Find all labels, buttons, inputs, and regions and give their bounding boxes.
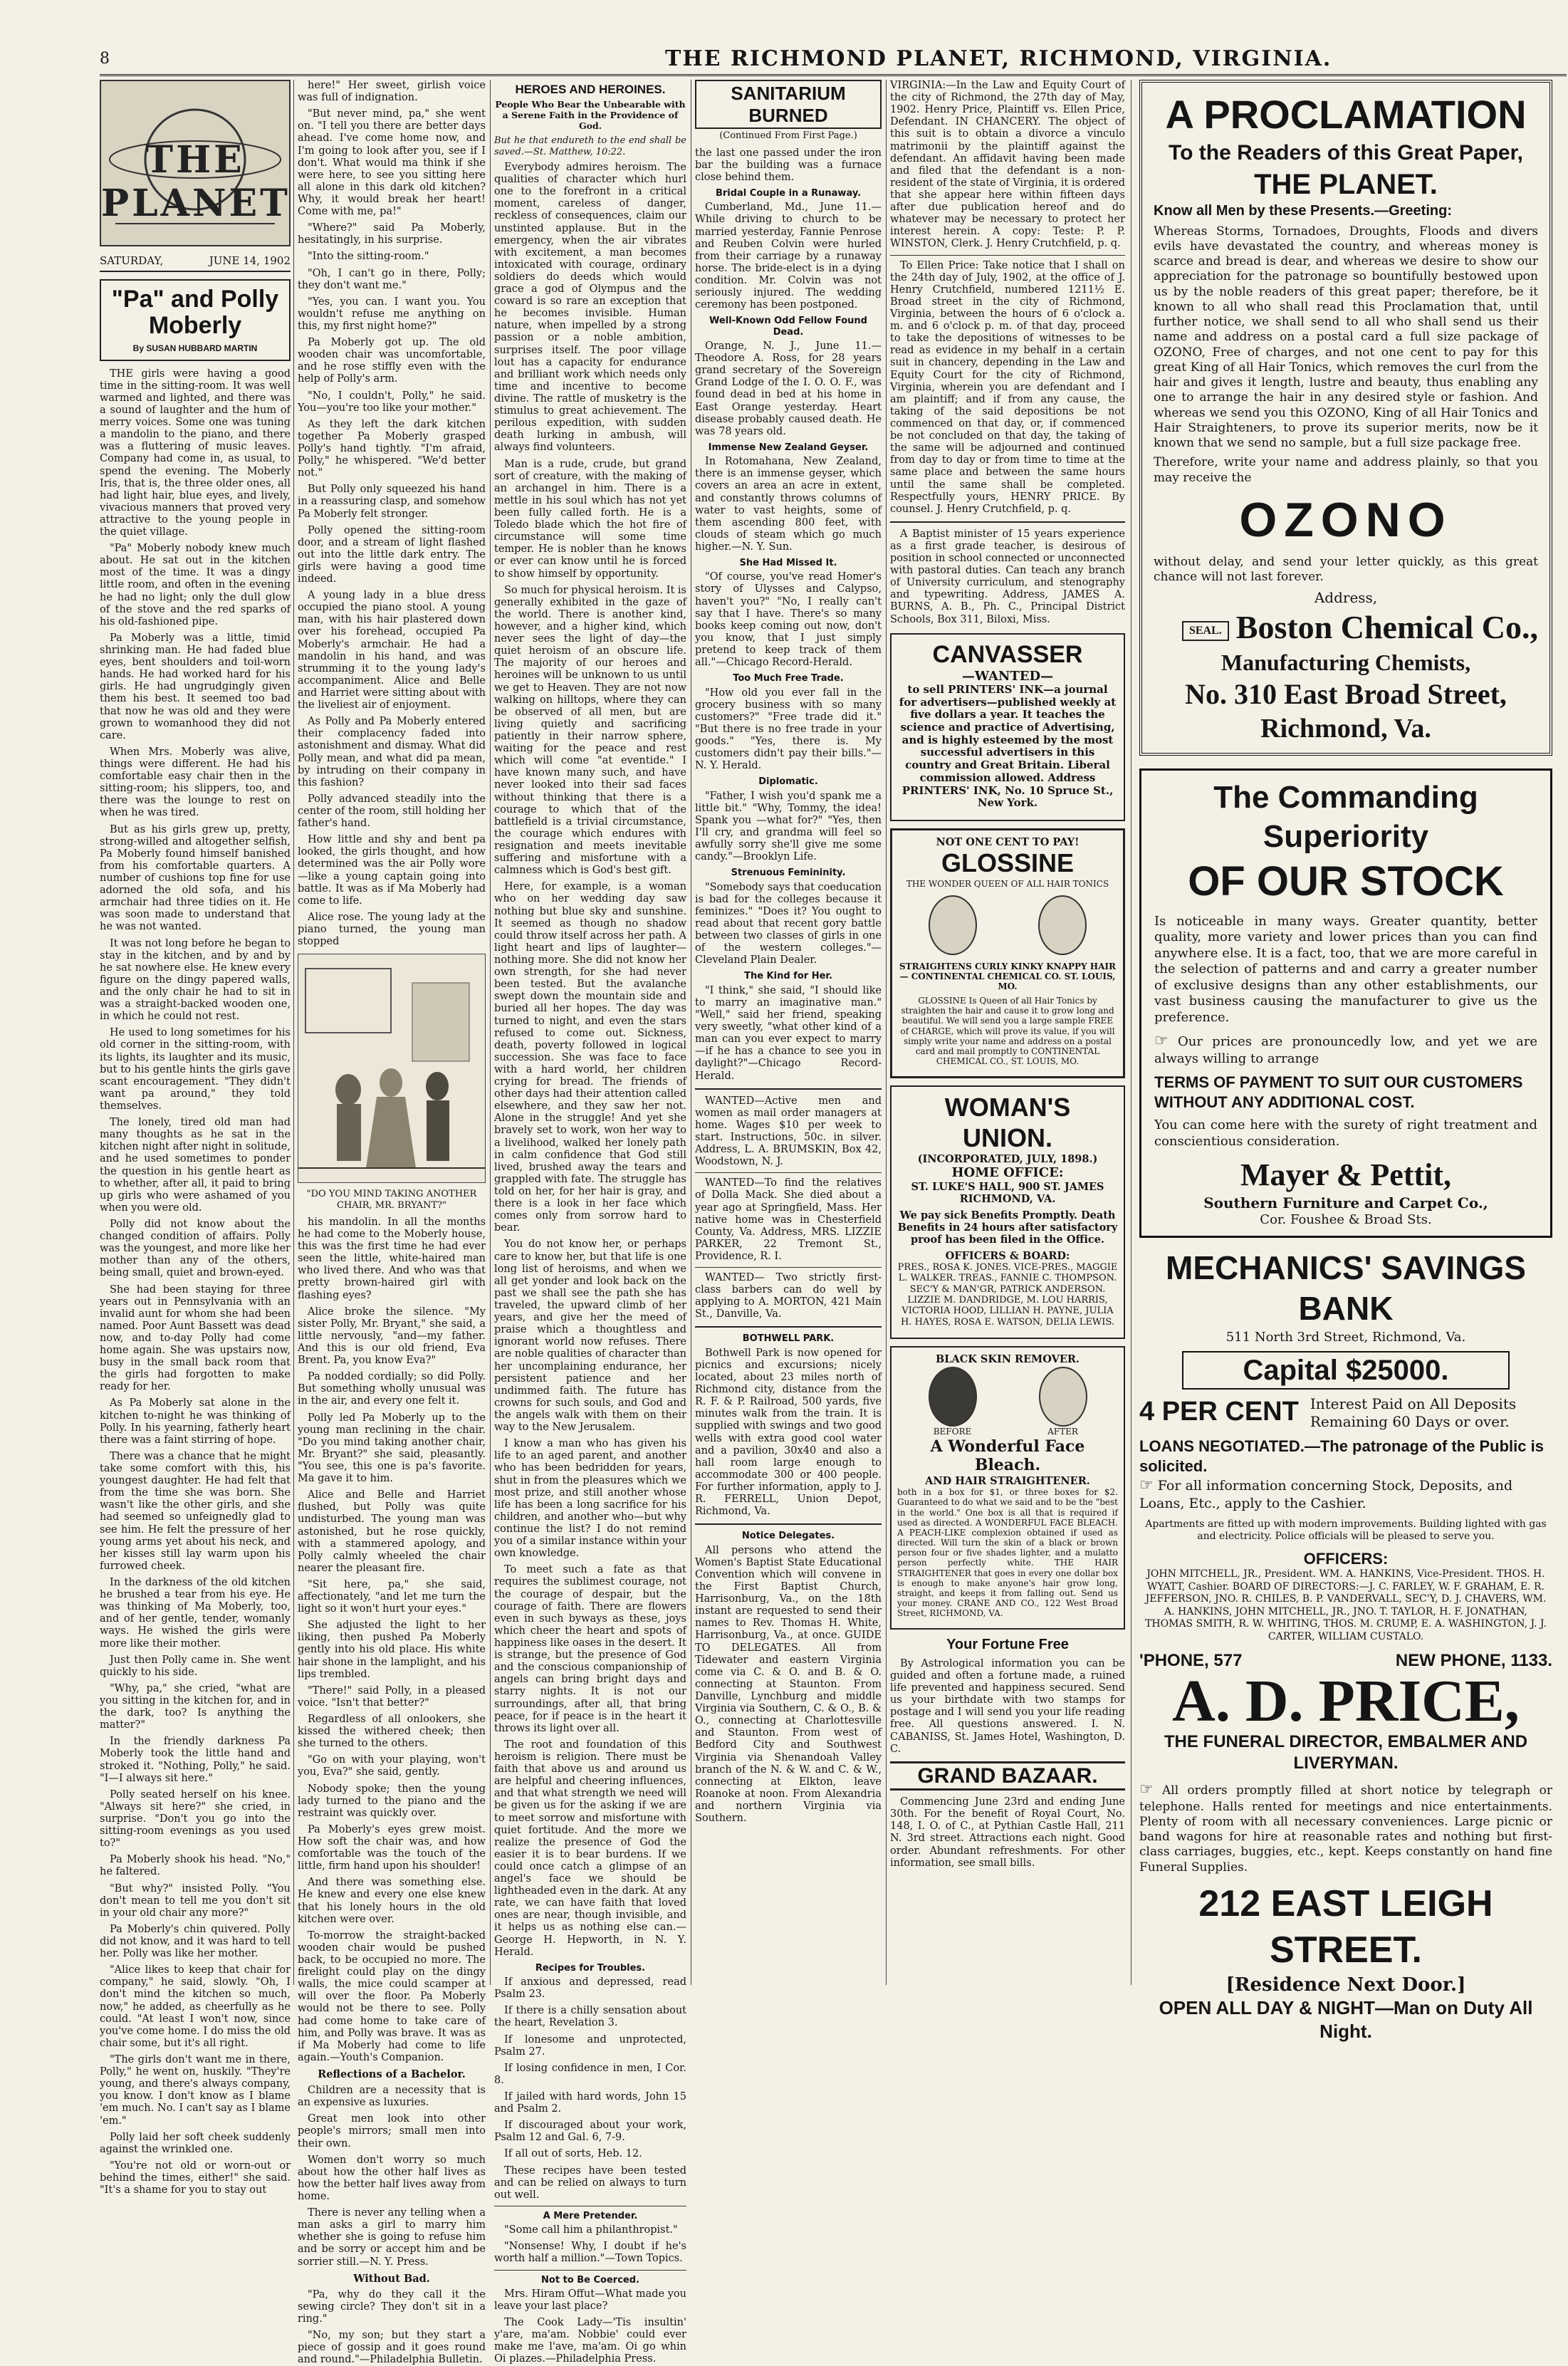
price-funeral: THE FUNERAL DIRECTOR, EMBALMER AND LIVERYMAN. <box>1164 1732 1528 1773</box>
date-day: SATURDAY, <box>100 254 164 267</box>
canvasser-ad <box>890 633 1125 821</box>
paragraph: So much for physical heroism. It is generally exhibited in the gaze of the world. There is another kind, however, and a higher kind, which never sees the light of day—the quiet heroism of an obscure life. The majority of our heroes and heroines will be unknown to us until we get to Heaven. They are not now walking on hilltops, where they can be observed of all men, but are living quietly and sacrificing patiently in their narrow sphere, waiting for the peace and rest which will come "at eventide." I have known many such, and have never looked into their sad faces without thinking that there is a courage to which that of the battlefield is a trivial circumstance, the courage which endures with resignation and meets inevitable suffering and misfortune with a calmness which is God's best gift. <box>494 584 686 877</box>
brief-text: In Rotomahana, New Zealand, there is an immense geyser, which covers an area an acre in extent, and constantly throws columns of water to vast heights, some of them ascending 800 feet, with clouds of steam which go much higher.—N. Y. Sun. <box>695 456 882 553</box>
paragraph: "There!" said Polly, in a pleased voice. "Isn't that better?" <box>298 1684 486 1709</box>
bleach-sub: AND HAIR STRAIGHTENER. <box>925 1475 1090 1488</box>
brief-heading: Strenuous Femininity. <box>731 867 846 879</box>
price-phone-new: NEW PHONE, 1133. <box>1395 1651 1552 1670</box>
union-officers-heading: OFFICERS & BOARD: <box>945 1250 1070 1263</box>
fortune-title: Your Fortune Free <box>946 1637 1069 1653</box>
portrait-after-image <box>1038 895 1087 955</box>
paragraph: "But why?" insisted Polly. "You don't mean to tell me you don't sit in your old chair any more?" <box>100 1882 291 1919</box>
divider <box>890 521 1125 523</box>
pointing-hand-icon: ☞ <box>1139 1781 1154 1798</box>
column-1 <box>100 80 291 2196</box>
boston-line <box>1154 607 1538 648</box>
paragraph: "But never mind, pa," she went on. "I tell you there are better days ahead. I've come home now, and I'm going to look after you, see if I don't. What would ma think if she were here, to see you sitting here all alone in this dark old kitchen? Why, it would break her heart! Come with me, pa!" <box>298 108 486 218</box>
union-hall: ST. LUKE'S HALL, 900 ST. JAMES RICHMOND, VA. <box>911 1180 1104 1205</box>
bank-apartments: Apartments are fitted up with modern improvements. Building lighted with gas and electricity. Police officials will be pleased to serve you. <box>1145 1518 1547 1542</box>
continued-note: (Continued From First Page.) <box>719 130 857 142</box>
bleach-text: both in a box for $1, or three boxes for $2. Guaranteed to do what we said and to be the "best in the world." One box is all that is required if used as directed. A WONDERFUL FACE BLEACH. A PEACH-LIKE complexion obtained if used as directed. Will turn the skin of a black or brown person four or five shades lighter, and a mulatto person perfectly white. THE HAIR STRAIGHTENER that goes in every one dollar box is enough to make anyone's hair grow long, straight, and keeps it from falling out. Send us your money. CRANE AND CO., 122 West Broad Street, RICHMOND, VA. <box>897 1487 1118 1619</box>
paragraph: But as his girls grew up, pretty, strong-willed and altogether selfish, Pa Moberly found himself banished from his comfortable quarters. A number of cushions top fine for use adorned the old sofa, and his armchair had three tidies on it. He was soon made to understand that he was not wanted. <box>100 823 291 933</box>
paragraph: There was a chance that he might take some comfort with this, his youngest daughter. He had felt that from the time she was born. She wasn't like the other girls, and she had seemed so unfeignedly glad to see him. He felt the pressure of her young arms yet about his neck, and her kisses still lay warm upon his furrowed cheek. <box>100 1450 291 1572</box>
paragraph: Polly led Pa Moberly up to the young man reclining in the chair. "Do you mind taking another chair, Mr. Bryant?" she said, pleasantly. "You see, this one is pa's favorite. Ma gave it to him. <box>298 1412 486 1485</box>
price-open: OPEN ALL DAY & NIGHT—Man on Duty All Night. <box>1159 1997 1533 2042</box>
paragraph: "Where?" said Pa Moberly, hesitatingly, in his surprise. <box>298 222 486 246</box>
bank-interest <box>1139 1395 1552 1431</box>
paragraph: Everybody admires heroism. The qualities of character which hurl one to the forefront in a critical moment, careless of danger, reckless of consequences, claim our unstinted applause. But in the emergency, when the air vibrates with excitement, a man becomes intoxicated with courage, ordinary soldiers do deeds which would grace a god of Olympus and the coward is so rare an exception that he becomes invisible. Human nature, when impelled by a strong passion or a noble ambition, surprises itself. The poor village lout has a capacity for endurance and brilliant work which needs only time and incentive to become divine. The rattle of musketry is the stimulus to great achievement. The perilous expedition, with sudden death lurking in ambush, will always find volunteers. <box>494 161 686 454</box>
pointing-hand-icon: ☞ <box>1139 1476 1154 1495</box>
ad-wanted-managers: WANTED—Active men and women as mail order managers at home. Wages $10 per week to start. Instructions, 50c. in silver. Address, L. A. BRUMSKIN, Box 42, Woodstown, N. J. <box>695 1095 882 1168</box>
paragraph: And there was something else. He knew and every one else knew that his lonely hours in the old kitchen were over. <box>298 1877 486 1925</box>
paragraph: Alice broke the silence. "My sister Polly, Mr. Bryant," she said, a little nervously, "and—my father. And this is our old friend, Eva Brent. Pa, you know Eva?" <box>298 1306 486 1367</box>
divider <box>695 1523 882 1525</box>
sanitarium-intro: the last one passed under the iron bar the building was a furnace close behind them. <box>695 147 882 183</box>
boston-mfg: Manufacturing Chemists, <box>1221 649 1471 675</box>
recipe-item: If anxious and depressed, read Psalm 23. <box>494 1976 686 2001</box>
bazaar-title: GRAND BAZAAR. <box>890 1761 1125 1791</box>
recipe-item: If jailed with hard words, John 15 and Psalm 2. <box>494 2091 686 2115</box>
bazaar-text: Commencing June 23rd and ending June 30th. For the benefit of Royal Court, No. 148, I. O. of C., at Pythian Castle Hall, 211 N. 3rd street. Attractions each night. Good order. Abundant refreshments. For other information, see small bills. <box>890 1796 1125 1869</box>
stock-body2-text: Our prices are pronouncedly low, and yet we are always willing to arrange <box>1154 1034 1537 1066</box>
glossine-ad <box>890 828 1125 1078</box>
canvasser-text: to sell PRINTERS' INK—a journal for advertisers—published weekly at five dollars a year. It teaches the science and practice of Advertising, and is highly esteemed by the most successful advertisers in this country and Great Britain. Liberal commission allowed. Address PRINTERS' INK, No. 10 Spruce St., New York. <box>899 683 1117 810</box>
paragraph: The root and foundation of this heroism is religion. There must be faith that above us and around us are helpful and cheering influences, and that what strength we need will be given us for the asking if we are to meet sorrow and misfortune with quiet fortitude. And the more we realize the presence of God the easier it is to bear burdens. If we could once catch a glimpse of an angel's face we should be lightheaded even in the dark. At any rate, we can have faith that loved ones are near, though invisible, and it helps us as nothing else can.—George H. Hepworth, in N. Y. Herald. <box>494 1739 686 1958</box>
paragraph: "Some call him a philanthropist." <box>504 2224 678 2236</box>
story-byline: By SUSAN HUBBARD MARTIN <box>132 343 258 354</box>
date: JUNE 14, 1902 <box>209 254 291 267</box>
paragraph: Mrs. Hiram Offut—What made you leave your last place? <box>494 2288 686 2312</box>
bank-percent-text: Interest Paid on All Deposits Remaining 60 Days or over. <box>1310 1395 1517 1431</box>
recipes-list <box>494 1976 686 2201</box>
divider <box>695 1088 882 1090</box>
paragraph: A young lady in a blue dress occupied the piano stool. A young man, with his hair plastered down over his forehead, occupied Pa Moberly's armchair. He had a mandolin in his hand, and was strumming it to the young lady's accompaniment. Alice and Belle and Harriet were sitting about with the liveliest air of enjoyment. <box>298 590 486 712</box>
paragraph: "Pa" Moberly nobody knew much about. He sat out in the kitchen most of the time. It was a dingy little room, and often in the evening he had no light; only the dull glow of the stove and the red sparks of his old-fashioned pipe. <box>100 543 291 627</box>
legal-notice-depositions: To Ellen Price: Take notice that I shall on the 24th day of July, 1902, at the office of J. Henry Crutchfield, numbered 1211½ E. Broad street in the city of Richmond, Virginia, between the hours of 6 o'clock a. m. and 6 o'clock p. m. of that day, proceed to take the depositions of witnesses to be read as evidence in my behalf in a certain suit in chancery, depending in the Law and Equity Court for the city of Richmond, Virginia, wherein you are defendant and I am plaintiff; and if from any cause, the taking of the said depositions be not commenced on that day, or, if commenced be not concluded on that day, the taking of the same will be adjourned and continued from day to day or from time to time at the same place and between the same hours until the same shall be completed. Respectfully yours, HENRY PRICE. By counsel. J. Henry Crutchfield, p. q. <box>890 259 1125 515</box>
brief-heading: Diplomatic. <box>758 776 818 788</box>
recipe-item: If losing confidence in men, I Cor. 8. <box>494 2062 686 2086</box>
bank-officers: JOHN MITCHELL, JR., President. WM. A. HANKINS, Vice-President. THOS. H. WYATT, Cashier. BOARD OF DIRECTORS:—J. C. FARLEY, W. F. GRAHAM, E. R. JEFFERSON, JNO. R. CHILES, B. P. VANDERVALL, SEC'Y, D. J. CHAVERS, WM. A. HANKINS, JOHN MITCHELL, JR., JNO. T. TAYLOR, H. F. JONATHAN, THOMAS SMITH, R. W. WHITING, THOS. M. CRUMP, E. A. WASHINGTON, J. J. CARTER, WILLIAM CUSTALO. <box>1145 1568 1547 1642</box>
bank-loans: LOANS NEGOTIATED.—The patronage of the Public is solicited. <box>1139 1437 1544 1475</box>
dateline <box>100 252 291 272</box>
paragraph: "Pa, why do they call it the sewing circle? They don't sit in a ring." <box>298 2288 486 2325</box>
paragraph: Great men look into other people's mirrors; small men into their own. <box>298 2113 486 2149</box>
stock-title1: The Commanding Superiority <box>1213 780 1478 855</box>
paragraph: "Yes, you can. I want you. You wouldn't refuse me anything on this, my first night home?" <box>298 296 486 332</box>
brief-heading: The Kind for Her. <box>744 971 832 982</box>
paragraph: Polly did not know about the changed condition of affairs. Polly was the youngest, and more like her mother than any of the others, being small, quiet and brown-eyed. <box>100 1218 291 1279</box>
heroes-heading: HEROES AND HEROINES. <box>515 83 666 96</box>
after-portrait-image <box>1039 1367 1087 1427</box>
paragraph: Children are a necessity that is an expensive as luxuries. <box>298 2085 486 2109</box>
paragraph: "Why, pa," she cried, "what are you sitting in the kitchen for, and in the dark, too? Is anything the matter?" <box>100 1682 291 1731</box>
paragraph: But Polly only squeezed his hand in a reassuring clasp, and somehow Pa Moberly felt stronger. <box>298 484 486 520</box>
brief-text: "I think," she said, "I should like to marry an imaginative man." "Well," said her friend, speaking very sweetly, "what other kind of a man can you ever expect to marry—if he has a chance to see you in daylight?"—Chicago Record-Herald. <box>695 984 882 1082</box>
glossine-title: GLOSSINE <box>941 848 1075 878</box>
baptist-ad: A Baptist minister of 15 years experience as a first grade teacher, is desirous of position in school connected or unconnected with pastoral duties. Can teach any branch of University curriculum, and stenography and typewriting. Address, JAMES A. BURNS, A. B., Ph. C., Principal District Schools, Box 311, Biloxi, Miss. <box>890 528 1125 625</box>
bank-title: MECHANICS' SAVINGS BANK <box>1166 1249 1526 1328</box>
boston-street: No. 310 East Broad Street, <box>1185 677 1507 710</box>
paragraph: To meet such a fate as that requires the sublimest courage, not the courage of despair, but the courage of faith. There are flowers even in such byways as these, joys which cheer the heart and spots of happiness like oases in the desert. It is strange, but the presence of God and the conscious companionship of angels can bring bright days and starry nights. It is not our surroundings, after all, that bring peace, for if peace is in the heart it throws its light over all. <box>494 1564 686 1734</box>
proclamation-address-label: Address, <box>1314 589 1378 607</box>
brief-text: Orange, N. J., June 11.—Theodore A. Ross, for 28 years grand secretary of the Sovereign Grand Lodge of the I. O. O. F., was found dead in bed at his home in East Orange yesterday. Heart disease probably caused death. He was 78 years old. <box>695 340 882 437</box>
bank-address: 511 North 3rd Street, Richmond, Va. <box>1225 1329 1466 1345</box>
brief-heading: Immense New Zealand Geyser. <box>708 442 869 453</box>
brief-heading: She Had Missed It. <box>739 558 837 569</box>
price-text-body: All orders promptly filled at short notice by telegraph or telephone. Halls rented for meetings and nice entertainments. Plenty of room with all necessary conveniences. Large picnic or band wagons for hire at reasonable rates and nothing but first-class carriages, buggies, etc., kept. Keeps constantly on hand fine Funeral Supplies. <box>1139 1783 1552 1875</box>
recipe-item: If lonesome and unprotected, Psalm 27. <box>494 2033 686 2058</box>
boston-company: Boston Chemical Co., <box>1235 609 1538 646</box>
ad-wanted-relatives: WANTED—To find the relatives of Dolla Mack. She died about a year ago at Springfield, Mass. Her native home was in Chesterfield County, Va. Address, MRS. LIZZIE PARKER, 22 Tremont St., Providence, R. I. <box>695 1177 882 1262</box>
after-group <box>1039 1367 1087 1437</box>
union-officers: PRES., ROSA K. JONES. VICE-PRES., MAGGIE L. WALKER. TREAS., FANNIE C. THOMPSON. SEC'Y & MAN'GR, PATRICK ANDERSON. LIZZIE M. DANDRIDGE, M. LOU HARRIS, VICTORIA HOOD, LILLIAN H. PAYNE, JULIA H. HAYES, ROSA E. WATSON, DELIA LEWIS. <box>897 1262 1118 1328</box>
proclamation-sub2: THE PLANET. <box>1254 168 1438 200</box>
paragraph: Nobody spoke; then the young lady turned to the piano and the restraint was quickly over. <box>298 1783 486 1819</box>
union-office: HOME OFFICE: <box>951 1165 1064 1181</box>
paragraph: The lonely, tired old man had many thoughts as he sat in the kitchen night after night in solitude, and he used sometimes to ponder the question in his gentle heart as to whether, after all, it paid to bring up girls who were ashamed of you when you were old. <box>100 1117 291 1214</box>
column-6-ads <box>1139 80 1552 2042</box>
heroes-body <box>494 162 686 1959</box>
masthead <box>100 43 1567 76</box>
paragraph: here!" Her sweet, girlish voice was full of indignation. <box>298 80 486 104</box>
paragraph: She had been staying for three years out in Pennsylvania with an invalid aunt for whom she had been named. Poor Aunt Bassett was dead now, and to-day Polly had come home again. She was upstairs now, busy in the small back room that the girls had forgotten to make ready for her. <box>100 1283 291 1393</box>
bleach-title: A Wonderful Face Bleach. <box>930 1437 1085 1475</box>
notice-text: All persons who attend the Women's Baptist State Educational Convention which will convene in the First Baptist Church, Harrisonburg, Va., on the 18th instant are requested to send their names to Rev. Thomas H. White, Harrisonburg, Va., at once. GUIDE TO DELEGATES. All from Tidewater and eastern Virginia come via C. & O. and B. & O. connecting at Staunton. From Danville, Lynchburg and middle Virginia via Southern, C. & O., B. & O., connecting at Charlottesville and Staunton. From west of Bedford City and Southwest Virginia via Shenandoah Valley branch of the N. & W. and C. & W., connecting at Elkton, leave Roanoke at noon. From Alexandria and northern Virginia via Southern. <box>695 1544 882 1825</box>
glossine-mid: STRAIGHTENS CURLY KINKY KNAPPY HAIR — CONTINENTAL CHEMICAL CO. ST. LOUIS, MO. <box>899 961 1116 991</box>
union-inc: (INCORPORATED, JULY, 1898.) <box>917 1153 1098 1166</box>
bank-percent: 4 PER CENT <box>1139 1397 1299 1427</box>
brief-text: "How old you ever fall in the grocery business with so many customers?" "Free trade did it." "But there is no free trade in your goods." "Yes, there is. My customers didn't pay their bills."—N. Y. Herald. <box>695 687 882 772</box>
paragraph: Pa Moberly got up. The old wooden chair was uncomfortable, and he rose stiffly even with the help of Polly's arm. <box>298 337 486 385</box>
before-group <box>929 1367 977 1437</box>
brief-heading: Bridal Couple in a Runaway. <box>715 188 862 199</box>
paragraph: In the darkness of the old kitchen he brushed a tear from his eye. He was thinking of Ma Moberly, too, and of her gentle, tender, womanly ways. He wished the girls were more like their mother. <box>100 1577 291 1650</box>
bank-capital: Capital $25000. <box>1182 1351 1510 1390</box>
paragraph: There is never any telling when a man asks a girl to marry him whether she is going to refuse him and be sorry or accept him and be sorrier still.—N. Y. Press. <box>298 2207 486 2268</box>
paragraph: "No, I couldn't, Polly," he said. You—you're too like your mother." <box>298 390 486 414</box>
paper-title: THE RICHMOND PLANET, RICHMOND, VIRGINIA. <box>665 46 1332 71</box>
parlor-scene-illustration <box>298 954 485 1181</box>
stock-title2: OF OUR STOCK <box>1188 858 1504 905</box>
divider <box>695 1326 882 1328</box>
sanitarium-heading: SANITARIUM BURNED <box>695 80 882 129</box>
section-heading: Without Bad. <box>353 2272 430 2285</box>
proclamation-title: A PROCLAMATION <box>1165 92 1527 137</box>
stock-firm: Mayer & Pettit, <box>1240 1157 1452 1193</box>
paragraph: When Mrs. Moberly was alive, things were different. He had his comfortable easy chair then in the sitting-room; his slippers, too, and there was the lounge to rest on when he was tired. <box>100 746 291 819</box>
story-body <box>100 368 291 2197</box>
page-number: 8 <box>100 49 110 68</box>
price-ad <box>1139 1650 1552 2043</box>
column-3 <box>494 80 686 2365</box>
brief-heading: Too Much Free Trade. <box>733 673 844 684</box>
pretender-text <box>494 2224 686 2265</box>
paragraph: Regardless of all onlookers, she kissed the withered cheek; then she turned to the others. <box>298 1714 486 1750</box>
paragraph: As Polly and Pa Moberly entered their complacency faded into astonishment and dismay. What did Polly mean, and what did pa mean, by intruding on their company in this fashion? <box>298 716 486 788</box>
paragraph: Here, for example, is a woman who on her wedding day saw nothing but blue sky and sunshine. It seemed as though no shadow could throw itself across her path. A light heart and lips of laughter—nothing more. She did not know her own strength, for she had never been tested. But the avalanche swept down the mountain side and buried all her hopes. The day was turned to night, and even the stars refused to come out. Sickness, death, poverty followed in logical succession. She was face to face with a hard world, her children crying for bread. The friends of other days had their attention called elsewhere, and they saw her not. Alone in the struggle! And yet she bravely set to work, won her way to a livelihood, walked her lonely path in calm confidence that God still lived, brushed away the tears and grappled with fate. The struggle has told on her, for her hair is gray, and there is a look in her face which comes only from sorrow hard to bear. <box>494 881 686 1234</box>
price-phone-old: 'PHONE, 577 <box>1139 1651 1243 1670</box>
before-portrait-image <box>929 1367 977 1427</box>
paragraph: Polly advanced steadily into the center of the room, still holding her father's hand. <box>298 793 486 830</box>
recipe-item: If there is a chilly sensation about the heart, Revelation 3. <box>494 2005 686 2029</box>
proclamation-sub1: To the Readers of this Great Paper, <box>1169 141 1523 165</box>
proclamation-body2: Therefore, write your name and address plainly, so that you may receive the <box>1154 455 1538 485</box>
column-divider <box>886 80 887 1985</box>
price-street: 212 EAST LEIGH STREET. <box>1198 1882 1493 1971</box>
paragraph: Pa Moberly's eyes grew moist. How soft the chair was, and how comfortable was the touch of the little, firm hand upon his shoulder! <box>298 1823 486 1872</box>
paragraph: The Cook Lady—'Tis insultin' y'are, ma'am. Nobbie' could ever make me l'ave, ma'am. Oi go whin Oi plazes.—Philadelphia Press. <box>494 2317 686 2365</box>
column-divider <box>490 80 491 1985</box>
stock-body: Is noticeable in many ways. Greater quantity, better quality, more variety and lower prices than you can find anywhere else. It is a fact, too, that we are more careful in the selection of patterns and and carry a greater number of exclusive designs than any other establishments, our vast business causing the manufacturer to give us the preference. <box>1154 913 1537 1025</box>
paragraph: She adjusted the light to her liking, then pushed Pa Moberly gently into his old place. His white hair shone in the lamplight, and his lips trembled. <box>298 1620 486 1680</box>
paragraph: his mandolin. In all the months he had come to the Moberly house, this was the first time he had ever seen the little, white-haired man who lived there. And who was that pretty brown-haired girl with flashing eyes? <box>298 1216 486 1301</box>
union-text: We pay sick Benefits Promptly. Death Benefits in 24 hours after satisfactory proof has been filed in the Office. <box>897 1209 1118 1246</box>
paragraph: Polly opened the sitting-room door, and a stream of light flashed out into the little dark entry. The girls were having a good time indeed. <box>298 524 486 585</box>
paragraph: It was not long before he began to stay in the kitchen, and by and by he sat nowhere else. He knew every figure on the dingy papered walls, and the only chair he had to sit in was a straight-backed wooden one, in which he could not rest. <box>100 937 291 1023</box>
paragraph: "Go on with your playing, won't you, Eva?" she said, gently. <box>298 1754 486 1778</box>
paragraph: In the friendly darkness Pa Moberly took the little hand and stroked it. "Nothing, Polly," he said. "I—I always sit here." <box>100 1736 291 1784</box>
recipe-item: If discouraged about your work, Psalm 12 and Gal. 6, 7-9. <box>494 2120 686 2144</box>
paragraph: "Nonsense! Why, I doubt if he's worth half a million."—Town Topics. <box>494 2241 686 2265</box>
paragraph: Women don't worry so much about how the other half lives as how the better half lives away from home. <box>298 2154 486 2202</box>
paragraph: As Pa Moberly sat alone in the kitchen to-night he was thinking of Polly. In his yearning, fatherly heart there was a faint stirring of hope. <box>100 1397 291 1446</box>
paragraph: "Alice likes to keep that chair for company," he said, slowly. "Oh, I don't mind the kitchen so much, now," he added, as cheerfully as he could. "At least I won't now, since you've come home. I do miss the old chair some, but it's all right. <box>100 1964 291 2049</box>
bothwell-text: Bothwell Park is now opened for picnics and excursions; nicely located, about 23 miles north of Richmond city, distance from the R. F. & P. Railroad, 500 yards, five minutes walk from the train. It is supplied with swings and two good wells with extra good cool water and a pavilion, 30x40 and also a hall room large enough to accommodate 300 or 400 people. For further information, apply to J. R. FERRELL, Union Depot, Richmond, Va. <box>695 1347 882 1518</box>
paragraph: "No, my son; but they start a piece of gossip and it goes round and round."—Philadelphia Bulletin. <box>298 2330 486 2366</box>
paragraph: "Oh, I can't go in there, Polly; they don't want me." <box>298 267 486 291</box>
brief-heading: Well-Known Odd Fellow Found Dead. <box>709 316 867 338</box>
heroes-subheading: People Who Bear the Unbearable with a Serene Faith in the Providence of God. <box>495 99 686 131</box>
portrait-before-image <box>929 895 977 955</box>
paragraph: THE girls were having a good time in the sitting-room. It was well warmed and lighted, and there was a sound of laughter and the hum of merry voices. Some one was tuning a mandolin to the piano, and there was a fluttering of music leaves. Company had come in, as usual, to spend the evening. The Moberly Iris, that is, the three older ones, all had light hair, blue eyes, and lively, vivacious manners that proved very attractive to the young people in the quiet village. <box>100 368 291 538</box>
paragraph: Man is a rude, crude, but grand sort of creature, with the making of an archangel in him. There is a mettle in his soul which has not yet been fully called forth. He is a Toledo blade which the hot fire of circumstance will some time temper. He is nobler than he knows or ever can know until he is forced to show himself by opportunity. <box>494 458 686 580</box>
after-label: AFTER <box>1047 1427 1078 1437</box>
bleach-portraits <box>897 1370 1118 1437</box>
story-illustration <box>298 954 486 1183</box>
heroes-epigraph: But he that endureth to the end shall be saved.—St. Matthew, 10:22. <box>494 135 686 157</box>
divider <box>695 1172 882 1173</box>
price-name: A. D. PRICE, <box>1172 1668 1520 1734</box>
ad-wanted-barbers: WANTED— Two strictly first-class barbers can do well by applying to A. MORTON, 421 Main St., Danville, Va. <box>695 1272 882 1320</box>
proclamation-ad <box>1139 80 1552 756</box>
column-5 <box>890 80 1125 1985</box>
stock-firm3: Cor. Foushee & Broad Sts. <box>1260 1212 1432 1228</box>
logo-text: THE PLANET <box>101 138 291 226</box>
coerced-heading: Not to Be Coerced. <box>541 2274 639 2286</box>
paragraph: Pa Moberly's chin quivered. Polly did not know, and it was hard to tell her. Polly was like her mother. <box>100 1923 291 1960</box>
bank-info <box>1139 1476 1552 1512</box>
paragraph: How little and shy and bent pa looked, the girls thought, and how determined was the air Polly wore—like a young captain going into battle. It was as if Ma Moberly had come to life. <box>298 834 486 907</box>
seal-mark: SEAL. <box>1182 621 1229 641</box>
paragraph: Pa Moberly was a little, timid shrinking man. He had faded blue eyes, bent shoulders and toil-worn hands. He had worked hard for his girls. He had ungrudgingly given them his best. It seemed too bad that now he was old and they were grown to womanhood they did not care. <box>100 632 291 741</box>
story-end <box>298 1216 486 2366</box>
proclamation-body1: Whereas Storms, Tornadoes, Droughts, Floods and divers evils have devastated the country, and whereas money is scarce and bread is dear, and whereas we desire to show our appreciation for the patronage so bountifully bestowed upon us by the noble readers of this great paper; therefore, be it known to all who shall read this Proclamation that, until further notice, we shall send to all who shall send us their name and address on a postal card a full size package of OZONO, Free of charges, and not one cent to pay for this great King of all Hair Tonics, which removes the curl from the hair and gives it length, lustre and beauty, thus enabling any one to arrange the hair in any desired style or fashion. And whereas we send you this OZONO, King of all Hair Tonics and Hair Straighteners, to prove its superior merits, now be it known that we send no sample, but a full size package free. <box>1154 224 1538 450</box>
paragraph: Just then Polly came in. She went quickly to his side. <box>100 1654 291 1678</box>
bleach-top: BLACK SKIN REMOVER. <box>936 1353 1080 1366</box>
ozono-brand: OZONO <box>1239 492 1453 547</box>
paragraph: To-morrow the straight-backed wooden chair would be pushed back, to be occupied no more. The firelight could play on the dingy walls, the mice could scamper at will over the floor. Pa Moberly would not be there to see. Polly had come home to take care of him, and Polly was brave. It was as if Ma Moberly had come to life again.—Youth's Companion. <box>298 1929 486 2063</box>
stock-body3: You can come here with the surety of right treatment and conscientious consideration. <box>1154 1117 1537 1149</box>
column-4 <box>695 80 882 1985</box>
stock-body2 <box>1154 1031 1537 1067</box>
column-divider <box>293 80 294 1985</box>
paragraph: "Into the sitting-room." <box>308 251 429 263</box>
glossine-portraits <box>898 893 1117 957</box>
bank-info-text: For all information concerning Stock, Deposits, and Loans, Etc., apply to the Cashier. <box>1139 1478 1513 1511</box>
story-continued <box>298 80 486 948</box>
paragraph: He used to long sometimes for his old corner in the sitting-room, with its lights, its laughter and its music, but to his gentle hints the girls gave scant encouragement. "They didn't want pa around," they told themselves. <box>100 1027 291 1112</box>
stock-ad <box>1139 768 1552 1238</box>
paragraph: Pa Moberly shook his head. "No," he faltered. <box>100 1854 291 1878</box>
recipes-heading: Recipes for Troubles. <box>535 1962 646 1974</box>
pretender-heading: A Mere Pretender. <box>543 2210 638 2221</box>
bank-officers-heading: OFFICERS: <box>1303 1549 1389 1568</box>
price-text <box>1139 1780 1552 1875</box>
bank-ad <box>1139 1248 1552 1643</box>
planet-logo <box>100 80 291 246</box>
paragraph: You do not know her, or perhaps care to know her, but that life is one long list of heroisms, and when we all get yonder and look back on the past we shall see the path she has traveled, the upward climb of her years, and give her the meed of praise which a thoughtless and ignorant world now refuses. There are noble qualities of character than her uncomplaining endurance, her persistent patience and her undimmed faith. The future has crowns for such souls, and God and the angels walk with them on their way to the New Jerusalem. <box>494 1239 686 1434</box>
paragraph: "The girls don't want me in there, Polly," he went on, huskily. "They're young, and there's always company, you know. I don't know as I blame 'em much. No. I can't say as I blame 'em." <box>100 2053 291 2127</box>
paragraph: Alice rose. The young lady at the piano turned, the young man stopped <box>298 911 486 948</box>
paragraph: "You're not old or worn-out or behind the times, either!" she said. "It's a shame for you to stay out <box>100 2159 291 2196</box>
proclamation-know: Know all Men by these Presents.—Greeting: <box>1154 202 1452 219</box>
news-briefs <box>695 188 882 1083</box>
divider <box>890 255 1125 256</box>
paragraph: Pa nodded cordially; so did Polly. But something wholly unusual was in the air, and every one felt it. <box>298 1371 486 1407</box>
paragraph: Alice and Belle and Harriet flushed, but Polly was quite undisturbed. The young man was astonished, but he rose quickly, with a stammered apology, and Polly calmly wheeled the chair nearer the pleasant fire. <box>298 1489 486 1574</box>
stock-firm2: Southern Furniture and Carpet Co., <box>1203 1194 1488 1212</box>
boston-city: Richmond, Va. <box>1260 713 1431 744</box>
brief-text: "Father, I wish you'd spank me a little bit." "Why, Tommy, the idea! Spank you —what for?" "Yes, then I'll cry, and grandma will feel so awfully sorry she'll give me some candy."—Brooklyn Life. <box>695 790 882 863</box>
proclamation-body3: without delay, and send your letter quickly, as this great chance will not last forever. <box>1154 554 1538 584</box>
coerced-text <box>494 2288 686 2366</box>
recipe-item: These recipes have been tested and can be relied on always to turn out well. <box>494 2164 686 2201</box>
legal-notice-suit: VIRGINIA:—In the Law and Equity Court of the city of Richmond, the 27th day of May, 1902. Henry Price, Plaintiff vs. Ellen Price, Defendant. IN CHANCERY. The object of this suit is to obtain a divorce a vinculo matrimonii by the plaintiff against the defendant. An affidavit having been made and filed that the defendant is a non-resident of the state of Virginia, it is ordered that she appear here within fifteen days after due publication hereof and do whatever may be necessary to protect her interest herein. A copy: Teste: P. P. WINSTON, Clerk. J. Henry Crutchfield, p. q. <box>890 80 1125 250</box>
brief-text: "Of course, you've read Homer's story of Ulysses and Calypso, haven't you?" "No, I really can't say that I have. There's so many books keep coming out now, don't you know, that I just simply pretend to keep track of them all."—Chicago Record-Herald. <box>695 571 882 669</box>
glossine-text: GLOSSINE Is Queen of all Hair Tonics by straighten the hair and cause it to grow long and beautiful. We will send you a large sample FREE of CHARGE, which will prove its value, if you will simply write your name and address on a postal card and mail promptly to CONTINENTAL CHEMICAL CO., ST. LOUIS, MO. <box>900 996 1115 1067</box>
canvasser-title: CANVASSER <box>932 640 1083 668</box>
divider <box>695 1267 882 1268</box>
paragraph: As they left the dark kitchen together Pa Moberly grasped Polly's hand tightly. "I'm afraid, Polly," he whispered. "We'd better not." <box>298 418 486 479</box>
fortune-text: By Astrological information you can be guided and often a fortune made, a ruined life prevented and happiness secured. Send us your birthdate with two stamps for postage and I will send you your life reading free. All questions answered. I. N. CABANISS, St. James Hotel, Washington, D. C. <box>890 1657 1125 1755</box>
brief-text: "Somebody says that coeducation is bad for the colleges because it feminizes." "Does it? You ought to read about that recent gory battle between two classes of girls in one of the western colleges."—Cleveland Plain Dealer. <box>695 881 882 966</box>
story-title: "Pa" and Polly Moberly <box>111 285 279 340</box>
paragraph: I know a man who has given his life to an aged parent, and another who has been bedridden for years, shut in from the pleasures which we most prize, and still another whose life has been a long sacrifice for his children, and another who—but why continue the list? I do not remind you of a similar instance within your own knowledge. <box>494 1438 686 1560</box>
illustration-caption: "DO YOU MIND TAKING ANOTHER CHAIR, MR. BRYANT?" <box>306 1189 477 1211</box>
paragraph: Polly seated herself on his knee. "Always sit here?" she cried, in surprise. "Don't you go into the sitting-room evenings as you used to?" <box>100 1788 291 1850</box>
bothwell-heading: BOTHWELL PARK. <box>742 1333 835 1345</box>
before-label: BEFORE <box>933 1427 972 1437</box>
face-bleach-ad <box>890 1346 1125 1630</box>
womans-union-ad <box>890 1085 1125 1339</box>
paragraph: "Sit here, pa," she said, affectionately, "and let me turn the light so it won't hurt your eyes." <box>298 1578 486 1615</box>
stock-terms: TERMS OF PAYMENT TO SUIT OUR CUSTOMERS WITHOUT ANY ADDITIONAL COST. <box>1154 1073 1523 1111</box>
glossine-top: NOT ONE CENT TO PAY! <box>936 835 1080 848</box>
paragraph: Polly laid her soft cheek suddenly against the wrinkled one. <box>100 2131 291 2155</box>
union-title: WOMAN'S UNION. <box>944 1093 1071 1152</box>
section-heading: Reflections of a Bachelor. <box>318 2068 466 2080</box>
glossine-sub: THE WONDER QUEEN OF ALL HAIR TONICS <box>906 878 1109 889</box>
divider <box>494 2270 686 2271</box>
brief-text: Cumberland, Md., June 11.—While driving to church to be married yesterday, Fannie Penrose and Reuben Colvin were hurled from their carriage by a runaway horse. The bride-elect is in a dying condition. Mr. Colvin was not seriously injured. The wedding ceremony has been postponed. <box>695 202 882 311</box>
price-residence: [Residence Next Door.] <box>1225 1974 1466 1996</box>
story-title-box <box>100 279 291 361</box>
column-2 <box>298 80 486 2366</box>
notice-heading: Notice Delegates. <box>741 1531 835 1542</box>
pointing-hand-icon: ☞ <box>1154 1032 1169 1051</box>
recipe-item: If all out of sorts, Heb. 12. <box>504 2148 642 2160</box>
canvasser-wanted: —WANTED— <box>961 668 1054 684</box>
